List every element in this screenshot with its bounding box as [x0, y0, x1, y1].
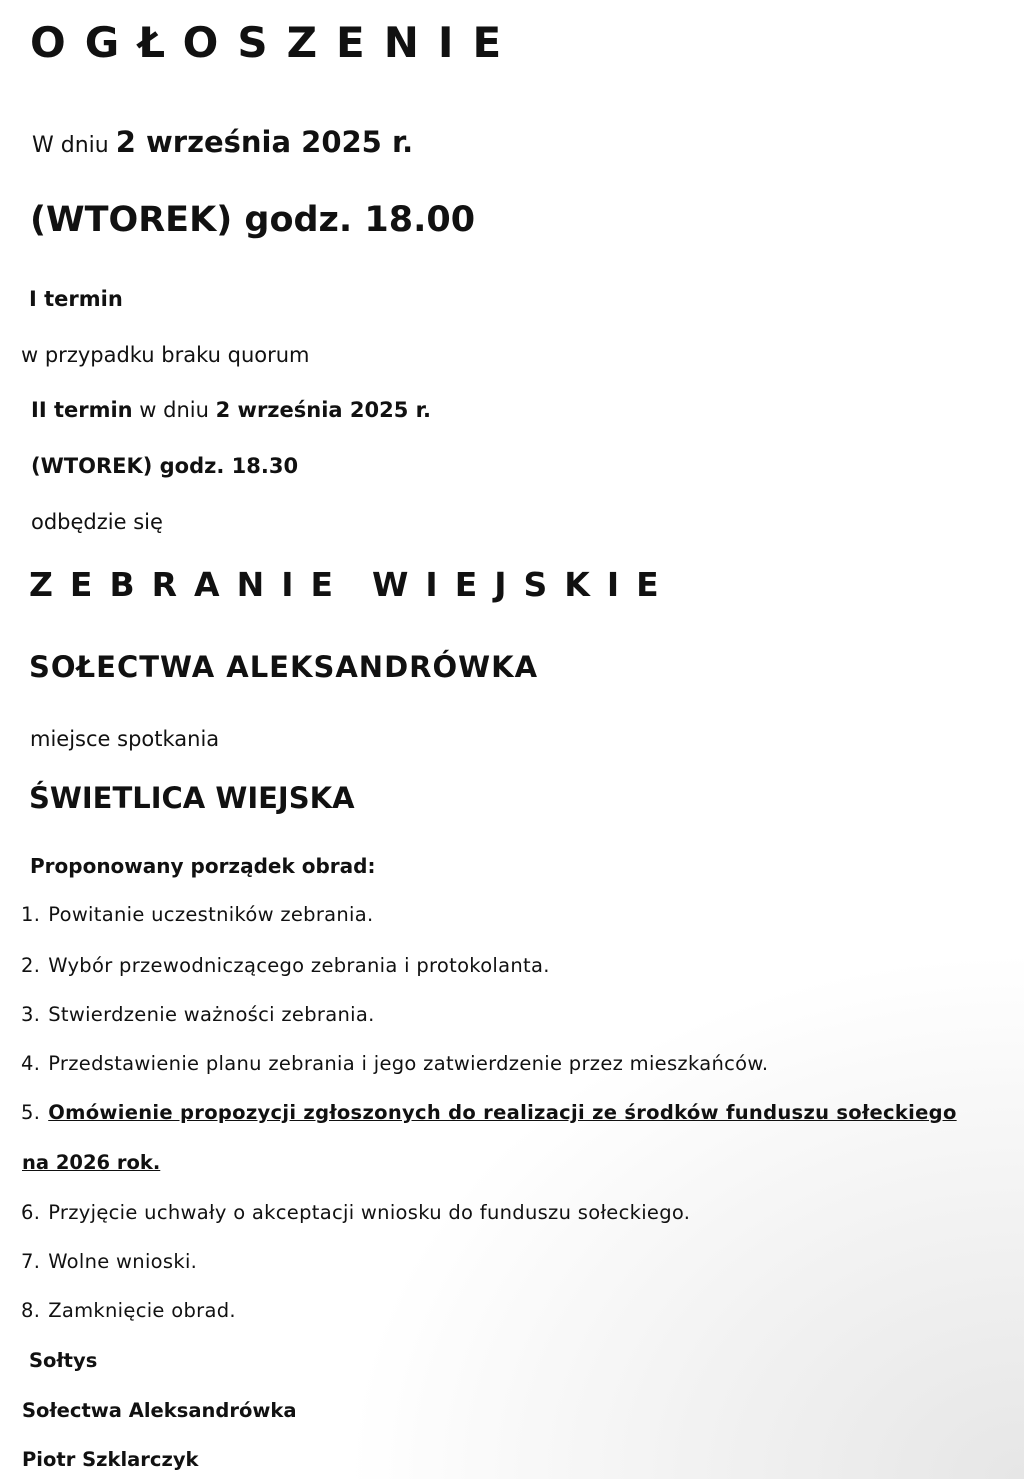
agenda-item-continuation: [22, 1153, 160, 1173]
agenda-item-text: Przedstawienie planu zebrania i jego zatwierdzenie przez mieszkańców.: [48, 1052, 769, 1075]
agenda-item-text: Stwierdzenie ważności zebrania.: [48, 1003, 375, 1026]
meeting-time-second: (WTOREK) godz. 18.30: [31, 454, 299, 478]
meeting-date: 2 września 2025 r.: [115, 125, 414, 159]
agenda-item-number: 4.: [21, 1052, 41, 1075]
agenda-item-number: 8.: [21, 1299, 41, 1322]
agenda-item: [21, 1005, 375, 1025]
announcement-title: OGŁOSZENIE: [30, 18, 521, 67]
village-name: SOŁECTWA ALEKSANDRÓWKA: [29, 650, 539, 684]
second-term-middle: w dniu: [139, 398, 209, 422]
agenda-item-number: 5.: [21, 1101, 41, 1124]
agenda-item-number: 6.: [21, 1201, 41, 1224]
agenda-item-text: Wybór przewodniczącego zebrania i protokolanta.: [48, 954, 550, 977]
agenda-item-number: 1.: [21, 903, 41, 926]
signature-name: Piotr Szklarczyk: [22, 1448, 199, 1471]
agenda-item-number: 2.: [21, 954, 41, 977]
agenda-item-text: Wolne wnioski.: [48, 1250, 198, 1273]
agenda-item-text: Zamknięcie obrad.: [48, 1299, 236, 1322]
second-term-line: [31, 400, 431, 421]
signature-role: Sołtys: [29, 1349, 98, 1372]
agenda-item: [21, 1301, 236, 1321]
agenda-item: [21, 905, 374, 925]
place-label: miejsce spotkania: [30, 727, 220, 751]
meeting-word-2: WIEJSKIE: [372, 565, 676, 604]
meeting-time-first: (WTOREK) godz. 18.00: [30, 200, 476, 240]
meeting-place: ŚWIETLICA WIEJSKA: [29, 781, 355, 815]
agenda-item-text: Przyjęcie uchwały o akceptacji wniosku do funduszu sołeckiego.: [48, 1201, 691, 1224]
date-prefix: W dniu: [32, 133, 109, 158]
meeting-date-line: [32, 125, 414, 159]
agenda-item-continuation-text: na 2026 rok.: [22, 1151, 161, 1174]
no-quorum-note: w przypadku braku quorum: [21, 343, 310, 367]
agenda-title: Proponowany porządek obrad:: [30, 854, 376, 878]
meeting-heading: [29, 565, 676, 604]
agenda-item: [21, 1203, 690, 1223]
agenda-item-number: 3.: [21, 1003, 41, 1026]
will-take-place-text: odbędzie się: [31, 510, 163, 534]
agenda-item: [21, 1054, 768, 1074]
agenda-item-text: Omówienie propozycji zgłoszonych do realizacji ze środków funduszu sołeckiego: [48, 1101, 957, 1124]
first-term-label: I termin: [29, 287, 123, 311]
agenda-item-number: 7.: [21, 1250, 41, 1273]
agenda-item: [21, 1252, 197, 1272]
agenda-item-highlighted: [21, 1103, 957, 1123]
agenda-item: [21, 956, 550, 976]
second-term-date: 2 września 2025 r.: [215, 398, 431, 422]
agenda-item-text: Powitanie uczestników zebrania.: [48, 903, 374, 926]
meeting-word-1: ZEBRANIE: [29, 565, 351, 604]
second-term-label: II termin: [31, 398, 133, 422]
signature-village: Sołectwa Aleksandrówka: [22, 1399, 297, 1422]
